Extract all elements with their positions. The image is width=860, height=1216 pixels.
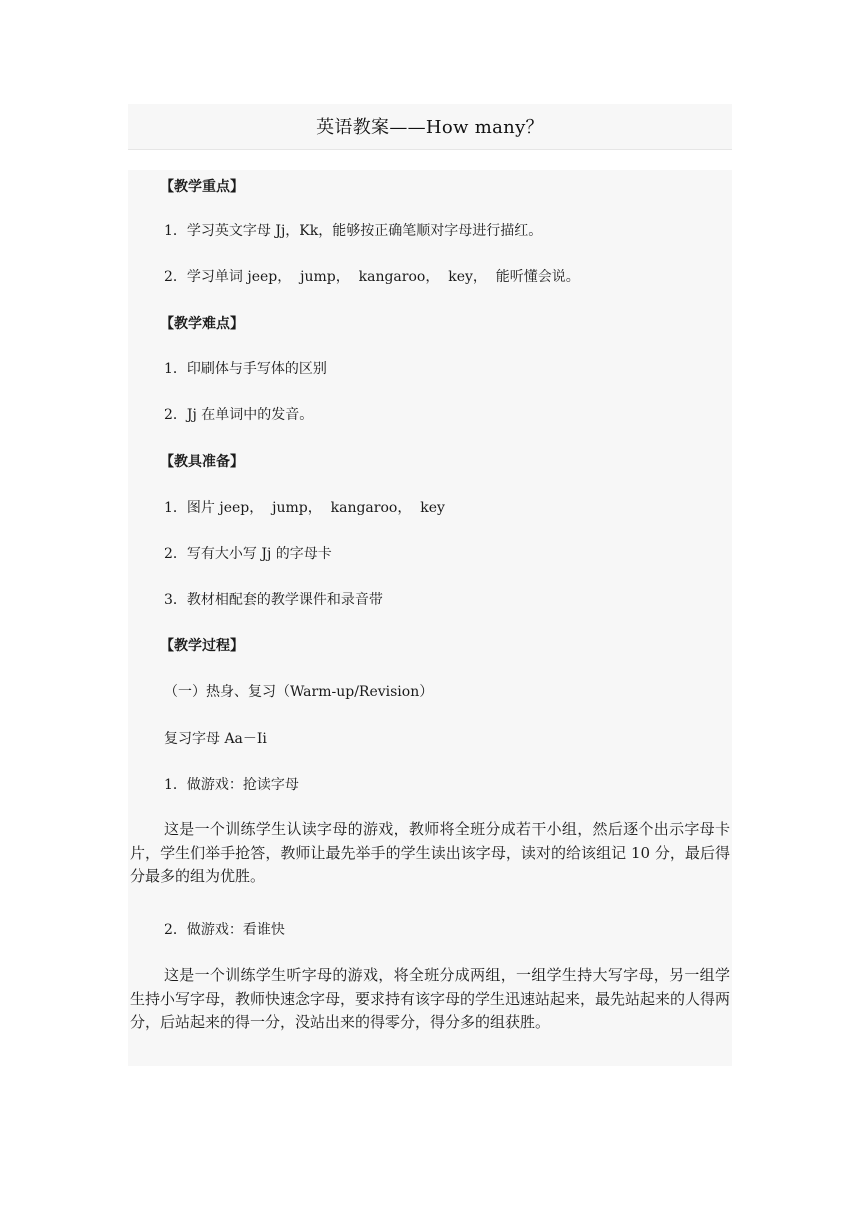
materials-item-1: 1．图片 jeep， jump， kangaroo， key: [164, 500, 445, 516]
game2-title: 2．做游戏：看谁快: [164, 922, 285, 938]
game2-description: 这是一个训练学生听字母的游戏，将全班分成两组，一组学生持大写字母，另一组学生持小写字母，教师快速念字母，要求持有该字母的学生迅速站起来，最先站起来的人得两分，后站起来的得一分，没站出来的得零分，得分多的组获胜。: [130, 966, 731, 1031]
difficulty-item-2: 2．Jj 在单词中的发音。: [164, 407, 314, 423]
materials-item-2: 2．写有大小写 Jj 的字母卡: [164, 546, 332, 562]
section-heading-process: 【教学过程】: [160, 638, 244, 654]
section-heading-materials: 【教具准备】: [160, 454, 244, 470]
focus-item-1: 1．学习英文字母 Jj，Kk，能够按正确笔顺对字母进行描红。: [164, 223, 543, 239]
materials-item-3: 3．教材相配套的教学课件和录音带: [164, 592, 383, 608]
process-step-1: （一）热身、复习（Warm-up/Revision）: [164, 684, 434, 700]
game1-description: 这是一个训练学生认读字母的游戏，教师将全班分成若干小组，然后逐个出示字母卡片，学生们举手抢答，教师让最先举手的学生读出该字母，读对的给该组记 10 分，最后得分最多的组为优胜。: [130, 820, 730, 885]
section-heading-difficulty: 【教学难点】: [160, 316, 244, 332]
title-bar: [128, 104, 732, 150]
document-body: [128, 170, 732, 1066]
page-title: 英语教案——How many？: [316, 117, 544, 138]
section-heading-focus: 【教学重点】: [160, 179, 244, 195]
game1-title: 1．做游戏：抢读字母: [164, 777, 299, 793]
difficulty-item-1: 1．印刷体与手写体的区别: [164, 361, 327, 377]
focus-item-2: 2．学习单词 jeep， jump， kangaroo， key， 能听懂会说。: [164, 269, 580, 285]
process-review: 复习字母 Aa－Ii: [164, 731, 267, 747]
